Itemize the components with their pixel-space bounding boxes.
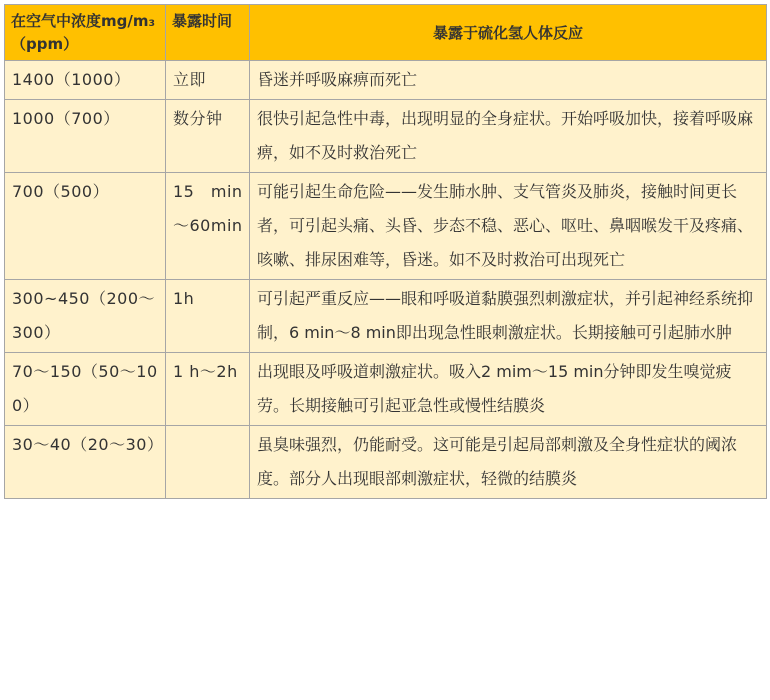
cell-reaction: 虽臭味强烈，仍能耐受。这可能是引起局部刺激及全身性症状的阈浓度。部分人出现眼部刺激症状，轻微的结膜炎 <box>250 426 767 499</box>
table-container <box>4 4 766 499</box>
cell-reaction: 很快引起急性中毒，出现明显的全身症状。开始呼吸加快，接着呼吸麻痹，如不及时救治死亡 <box>250 100 767 173</box>
cell-reaction: 可能引起生命危险——发生肺水肿、支气管炎及肺炎，接触时间更长者，可引起头痛、头昏、步态不稳、恶心、呕吐、鼻咽喉发干及疼痛、咳嗽、排尿困难等，昏迷。如不及时救治可出现死亡 <box>250 173 767 280</box>
cell-concentration: 1400（1000） <box>5 61 166 100</box>
table-row <box>5 280 767 353</box>
h2s-exposure-table <box>4 4 767 499</box>
header-human-reaction: 暴露于硫化氢人体反应 <box>250 5 767 61</box>
header-exposure-time: 暴露时间 <box>166 5 250 61</box>
cell-reaction: 出现眼及呼吸道刺激症状。吸入2 mim～15 min分钟即发生嗅觉疲劳。长期接触可引起亚急性或慢性结膜炎 <box>250 353 767 426</box>
cell-concentration: 300~450（200～300） <box>5 280 166 353</box>
cell-exposure-time: 15 min～60min <box>166 173 250 280</box>
cell-concentration: 1000（700） <box>5 100 166 173</box>
table-row <box>5 353 767 426</box>
header-concentration: 在空气中浓度mg/m₃（ppm） <box>5 5 166 61</box>
cell-reaction: 昏迷并呼吸麻痹而死亡 <box>250 61 767 100</box>
cell-exposure-time: 立即 <box>166 61 250 100</box>
cell-exposure-time: 数分钟 <box>166 100 250 173</box>
cell-concentration: 700（500） <box>5 173 166 280</box>
header-row <box>5 5 767 61</box>
cell-concentration: 70～150（50～100） <box>5 353 166 426</box>
cell-concentration: 30～40（20～30） <box>5 426 166 499</box>
cell-exposure-time: 1h <box>166 280 250 353</box>
table-row <box>5 173 767 280</box>
table-row <box>5 100 767 173</box>
cell-exposure-time: 1 h～2h <box>166 353 250 426</box>
cell-reaction: 可引起严重反应——眼和呼吸道黏膜强烈刺激症状，并引起神经系统抑制，6 min～8 min即出现急性眼刺激症状。长期接触可引起肺水肿 <box>250 280 767 353</box>
table-row <box>5 61 767 100</box>
cell-exposure-time <box>166 426 250 499</box>
table-row <box>5 426 767 499</box>
